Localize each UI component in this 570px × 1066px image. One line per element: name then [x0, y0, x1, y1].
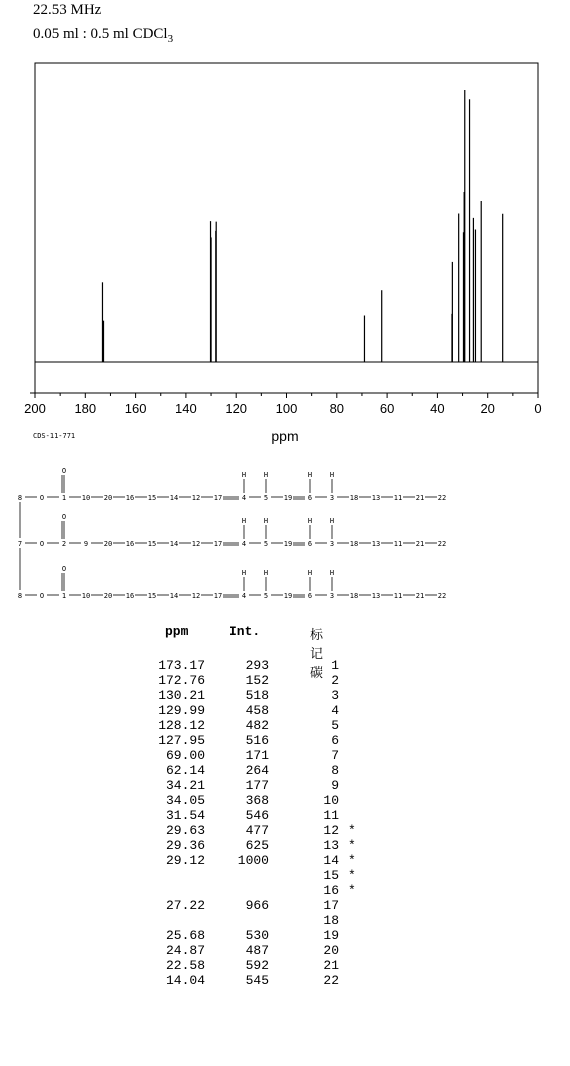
cell-carbon: 13 — [323, 838, 339, 853]
alkene-hydrogen: H — [263, 569, 269, 577]
cell-carbon: 2 — [331, 673, 339, 688]
chain-atom-label: 18 — [349, 592, 359, 600]
x-tick-label: 140 — [175, 401, 197, 416]
chain-atom-label: 18 — [349, 494, 359, 502]
cell-int: 152 — [245, 673, 269, 688]
cell-carbon: 9 — [331, 778, 339, 793]
cell-int: 518 — [245, 688, 269, 703]
cell-ppm: 34.05 — [165, 793, 205, 808]
cell-ppm: 25.68 — [165, 928, 205, 943]
table-row — [145, 958, 405, 973]
cell-carbon: 18 — [323, 913, 339, 928]
chain-atom-label: 5 — [263, 592, 269, 600]
chain-atom-label: 21 — [415, 592, 425, 600]
table-row — [145, 733, 405, 748]
cell-carbon: 6 — [331, 733, 339, 748]
cell-int: 368 — [245, 793, 269, 808]
chain-atom-label: 16 — [125, 592, 135, 600]
cell-ppm: 129.99 — [158, 703, 205, 718]
cell-ppm: 27.22 — [165, 898, 205, 913]
alkene-hydrogen: H — [263, 517, 269, 525]
cell-ppm: 14.04 — [165, 973, 205, 988]
chain-atom-label: O — [39, 592, 45, 600]
chain-atom-label: 3 — [329, 592, 335, 600]
cell-carbon: 3 — [331, 688, 339, 703]
cell-int: 545 — [245, 973, 269, 988]
cell-carbon: 11 — [323, 808, 339, 823]
cell-int: 966 — [245, 898, 269, 913]
chain-atom-label: 15 — [147, 592, 157, 600]
cell-carbon: 4 — [331, 703, 339, 718]
table-row — [145, 973, 405, 988]
chain-atom-label: 15 — [147, 494, 157, 502]
cell-int: 592 — [245, 958, 269, 973]
cell-int: 477 — [245, 823, 269, 838]
chain-atom-label: 22 — [437, 540, 447, 548]
chain-atom-label: 12 — [191, 540, 201, 548]
spectrum-code: CDS-11-771 — [33, 432, 76, 440]
table-row — [145, 823, 405, 838]
x-tick-label: 200 — [24, 401, 46, 416]
chain-atom-label: 18 — [349, 540, 359, 548]
alkene-hydrogen: H — [329, 517, 335, 525]
col-header-int: Int. — [229, 624, 261, 639]
table-row — [145, 658, 405, 673]
chain-atom-label: 1 — [61, 592, 67, 600]
x-tick-label: 100 — [275, 401, 298, 416]
x-tick-label: 160 — [124, 401, 147, 416]
chain-atom-label: 5 — [263, 540, 269, 548]
chain-atom-label: 6 — [307, 592, 313, 600]
chain-atom-label: 12 — [191, 494, 201, 502]
chain-atom-label: 9 — [83, 540, 89, 548]
chain-atom-label: 13 — [371, 494, 381, 502]
chain-atom-label: 10 — [81, 592, 91, 600]
cell-carbon: 15 — [323, 868, 339, 883]
chain-atom-label: 13 — [371, 592, 381, 600]
alkene-hydrogen: H — [329, 569, 335, 577]
chain-atom-label: 14 — [169, 540, 179, 548]
table-row — [145, 928, 405, 943]
alkene-hydrogen: H — [307, 517, 313, 525]
cell-carbon: 22 — [323, 973, 339, 988]
table-row — [145, 913, 405, 928]
chain-atom-label: 17 — [213, 494, 223, 502]
cell-mark: * — [348, 868, 356, 883]
cell-ppm: 62.14 — [165, 763, 205, 778]
cell-ppm: 130.21 — [158, 688, 205, 703]
chain-atom-label: 20 — [103, 540, 113, 548]
cell-mark: * — [348, 838, 356, 853]
cell-carbon: 12 — [323, 823, 339, 838]
cell-int: 625 — [245, 838, 269, 853]
chain-atom-label: 21 — [415, 540, 425, 548]
table-row — [145, 838, 405, 853]
table-row — [145, 763, 405, 778]
chain-atom-label: 14 — [169, 494, 179, 502]
table-row — [145, 718, 405, 733]
cell-carbon: 10 — [323, 793, 339, 808]
chain-atom-label: 5 — [263, 494, 269, 502]
glycerol-carbon-label: 8 — [17, 494, 23, 502]
cell-carbon: 17 — [323, 898, 339, 913]
table-row — [145, 853, 405, 868]
cell-mark: * — [348, 853, 356, 868]
chemical-structure — [18, 467, 446, 600]
chain-atom-label: O — [39, 494, 45, 502]
cell-int: 177 — [245, 778, 269, 793]
chain-atom-label: 3 — [329, 494, 335, 502]
chain-atom-label: 14 — [169, 592, 179, 600]
alkene-hydrogen: H — [241, 569, 247, 577]
sample-main: 0.05 ml : 0.5 ml CDCl — [33, 26, 168, 42]
chain-atom-label: 20 — [103, 592, 113, 600]
plot-frame — [35, 63, 538, 393]
chain-atom-label: 19 — [283, 540, 293, 548]
cell-int: 171 — [245, 748, 269, 763]
carbonyl-oxygen: O — [61, 513, 67, 521]
chain-atom-label: 16 — [125, 540, 135, 548]
chain-atom-label: 11 — [393, 494, 403, 502]
cell-int: 264 — [245, 763, 269, 778]
cell-ppm: 128.12 — [158, 718, 205, 733]
alkene-hydrogen: H — [241, 471, 247, 479]
cell-mark: * — [348, 883, 356, 898]
table-row — [145, 703, 405, 718]
cell-carbon: 5 — [331, 718, 339, 733]
alkene-hydrogen: H — [263, 471, 269, 479]
cell-ppm: 34.21 — [165, 778, 205, 793]
x-tick-label: 0 — [534, 401, 542, 416]
cell-int: 516 — [245, 733, 269, 748]
cell-carbon: 8 — [331, 763, 339, 778]
table-row — [145, 883, 405, 898]
col-header-ppm: ppm — [165, 624, 189, 639]
cell-ppm: 127.95 — [158, 733, 205, 748]
chain-atom-label: 4 — [241, 540, 247, 548]
cell-int: 293 — [245, 658, 269, 673]
chain-atom-label: 17 — [213, 540, 223, 548]
chain-atom-label: 1 — [61, 494, 67, 502]
cell-carbon: 19 — [323, 928, 339, 943]
chain-atom-label: 13 — [371, 540, 381, 548]
chain-atom-label: 16 — [125, 494, 135, 502]
table-row — [145, 778, 405, 793]
chain-atom-label: 3 — [329, 540, 335, 548]
chain-atom-label: 6 — [307, 540, 313, 548]
table-row — [145, 793, 405, 808]
cell-ppm: 173.17 — [158, 658, 205, 673]
cell-carbon: 21 — [323, 958, 339, 973]
carbonyl-oxygen: O — [61, 565, 67, 573]
frequency-label: 22.53 MHz — [33, 2, 102, 18]
chain-atom-label: 11 — [393, 592, 403, 600]
chain-atom-label: 19 — [283, 494, 293, 502]
alkene-hydrogen: H — [329, 471, 335, 479]
chain-atom-label: 10 — [81, 494, 91, 502]
glycerol-carbon-label: 7 — [17, 540, 23, 548]
chain-atom-label: 22 — [437, 494, 447, 502]
glycerol-carbon-label: 8 — [17, 592, 23, 600]
chain-atom-label: 17 — [213, 592, 223, 600]
chain-atom-label: 22 — [437, 592, 447, 600]
cell-ppm: 24.87 — [165, 943, 205, 958]
cell-carbon: 16 — [323, 883, 339, 898]
table-row — [145, 808, 405, 823]
cell-int: 546 — [245, 808, 269, 823]
chain-atom-label: 19 — [283, 592, 293, 600]
cell-int: 487 — [245, 943, 269, 958]
cell-ppm: 69.00 — [165, 748, 205, 763]
chain-atom-label: 12 — [191, 592, 201, 600]
cell-int: 530 — [245, 928, 269, 943]
chain-atom-label: 6 — [307, 494, 313, 502]
cell-ppm: 172.76 — [158, 673, 205, 688]
peaks-group — [102, 90, 502, 362]
cell-ppm: 31.54 — [165, 808, 205, 823]
cell-ppm: 29.36 — [165, 838, 205, 853]
x-tick-label: 40 — [430, 401, 445, 416]
cell-carbon: 14 — [323, 853, 339, 868]
x-axis-ticks — [24, 393, 541, 416]
cell-int: 458 — [245, 703, 269, 718]
x-tick-label: 120 — [225, 401, 248, 416]
chain-atom-label: 4 — [241, 494, 247, 502]
x-tick-label: 180 — [74, 401, 97, 416]
table-row — [145, 688, 405, 703]
cell-carbon: 7 — [331, 748, 339, 763]
cell-ppm: 22.58 — [165, 958, 205, 973]
table-row — [145, 943, 405, 958]
x-axis-label: ppm — [271, 428, 299, 444]
cell-ppm: 29.12 — [165, 853, 205, 868]
x-tick-label: 20 — [480, 401, 495, 416]
chain-atom-label: 20 — [103, 494, 113, 502]
col-header-carbon: 标记碳 — [310, 628, 324, 681]
sample-subscript: 3 — [167, 33, 174, 45]
chain-atom-label: 4 — [241, 592, 247, 600]
table-row — [145, 868, 405, 883]
cell-ppm: 29.63 — [165, 823, 205, 838]
cell-carbon: 20 — [323, 943, 339, 958]
x-tick-label: 60 — [379, 401, 395, 416]
table-row — [145, 748, 405, 763]
alkene-hydrogen: H — [307, 471, 313, 479]
carbonyl-oxygen: O — [61, 467, 67, 475]
chain-atom-label: 11 — [393, 540, 403, 548]
chain-atom-label: 2 — [61, 540, 67, 548]
table-row — [145, 898, 405, 913]
x-tick-label: 80 — [329, 401, 345, 416]
table-row — [145, 673, 405, 688]
cell-mark: * — [348, 823, 356, 838]
chain-atom-label: 21 — [415, 494, 425, 502]
cell-carbon: 1 — [331, 658, 339, 673]
cell-int: 1000 — [237, 853, 269, 868]
chain-atom-label: 15 — [147, 540, 157, 548]
chain-atom-label: O — [39, 540, 45, 548]
alkene-hydrogen: H — [241, 517, 247, 525]
alkene-hydrogen: H — [307, 569, 313, 577]
cell-int: 482 — [245, 718, 269, 733]
